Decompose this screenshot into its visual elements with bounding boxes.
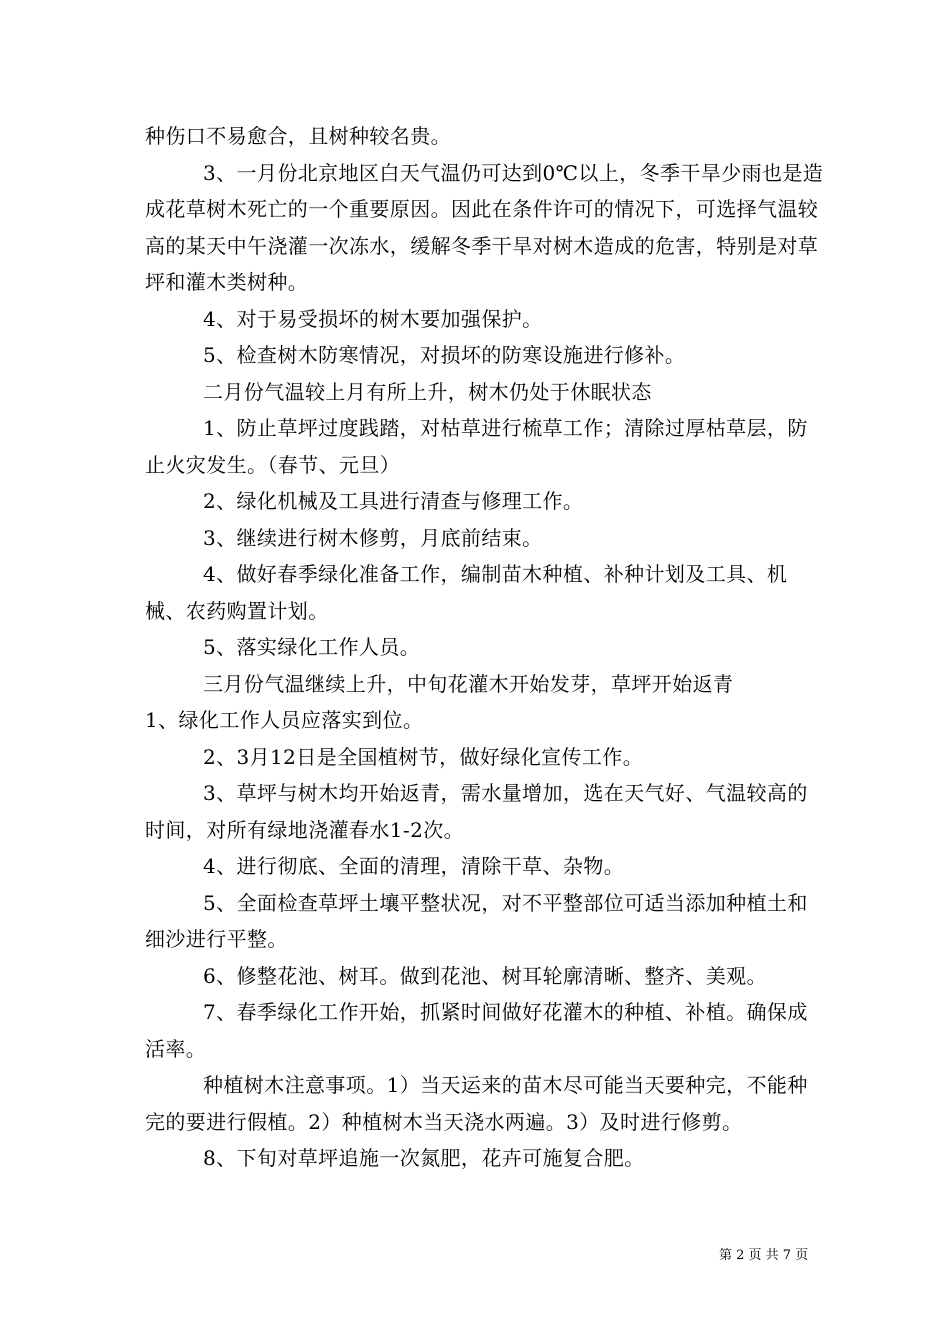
- paragraph: 5、落实绿化工作人员。: [203, 635, 421, 659]
- paragraph: 种伤口不易愈合，且树种较名贵。: [145, 124, 451, 148]
- paragraph: 种植树木注意事项。1）当天运来的苗木尽可能当天要种完，不能种完的要进行假植。2）种植树木当天浇水两遍。3）及时进行修剪。: [145, 1073, 808, 1134]
- paragraph: 8、下旬对草坪追施一次氮肥，花卉可施复合肥。: [203, 1146, 645, 1170]
- page-number: 第 2 页 共 7 页: [719, 1248, 809, 1263]
- section-heading: 三月份气温继续上升，中旬花灌木开始发芽，草坪开始返青: [203, 671, 734, 696]
- paragraph: 2、绿化机械及工具进行清查与修理工作。: [203, 489, 584, 513]
- paragraph: 二月份气温较上月有所上升，树木仍处于休眠状态: [203, 379, 652, 404]
- paragraph: 4、做好春季绿化准备工作，编制苗木种植、补种计划及工具、机械、农药购置计划。: [145, 562, 788, 623]
- paragraph: 3、草坪与树木均开始返青，需水量增加，选在天气好、气温较高的时间，对所有绿地浇灌春水1-2次。: [145, 781, 808, 842]
- paragraph: 3、继续进行树木修剪，月底前结束。: [203, 525, 543, 550]
- paragraph: 6、修整花池、树耳。做到花池、树耳轮廓清晰、整齐、美观。: [203, 963, 767, 988]
- paragraph: 2、3月12日是全国植树节，做好绿化宣传工作。: [203, 744, 644, 769]
- paragraph: 1、绿化工作人员应落实到位。: [145, 708, 424, 732]
- paragraph: 4、进行彻底、全面的清理，清除干草、杂物。: [203, 854, 625, 878]
- paragraph: 4、对于易受损坏的树木要加强保护。: [203, 306, 543, 331]
- paragraph: 7、春季绿化工作开始，抓紧时间做好花灌木的种植、补植。确保成活率。: [145, 1000, 808, 1061]
- paragraph: 5、全面检查草坪土壤平整状况，对不平整部位可适当添加种植土和细沙进行平整。: [145, 890, 808, 951]
- paragraph: 1、防止草坪过度践踏，对枯草进行梳草工作；清除过厚枯草层，防止火灾发生。（春节、元旦）: [145, 416, 808, 477]
- paragraph: 3、一月份北京地区白天气温仍可达到0℃以上，冬季干旱少雨也是造成花草树木死亡的一个重要原因。因此在条件许可的情况下，可选择气温较高的某天中午浇灌一次冻水，缓解冬季干旱对树木造成的危害，特别是对草坪和灌木类树种。: [145, 160, 824, 294]
- document-body: [145, 118, 825, 1177]
- paragraph: 5、检查树木防寒情况，对损坏的防寒设施进行修补。: [203, 343, 686, 367]
